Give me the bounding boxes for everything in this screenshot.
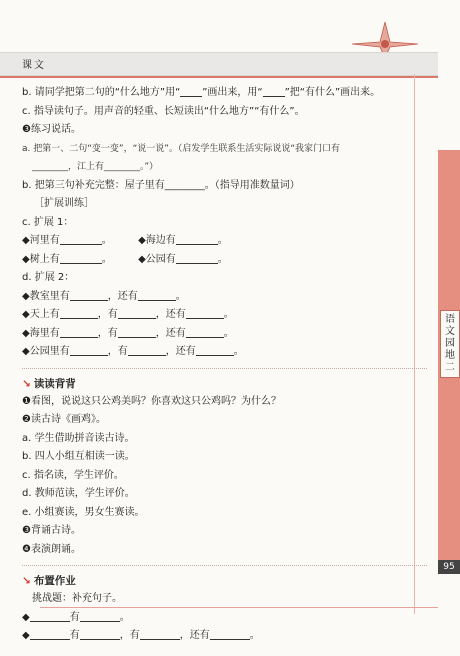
- fill-blank: [60, 306, 98, 319]
- arrow-marker-icon: ↘: [22, 575, 31, 587]
- instruction-line: a. 把第一、二句“变一变”，“说一说”。（启发学生联系生活实际说说“我家门口有: [22, 143, 341, 154]
- extension-2-title: d. 扩展 2：: [22, 272, 75, 283]
- text-fragment: ，有: [97, 327, 118, 339]
- homework-intro: 挑战题：补充句子。: [32, 593, 122, 604]
- extension-row: [22, 343, 427, 362]
- text-fragment: ◆海里有: [22, 327, 60, 339]
- fill-blank: [128, 343, 166, 356]
- text-fragment: ◆海边有: [138, 235, 176, 246]
- text-fragment: ，还有: [155, 309, 186, 320]
- homework-row: [22, 609, 427, 628]
- reading-step: d. 教师范读，学生评价。: [22, 488, 135, 499]
- lesson-content: [22, 84, 427, 646]
- extension-row: [22, 325, 427, 344]
- text-fragment: 。: [217, 235, 228, 246]
- fill-blank: [140, 627, 180, 640]
- instruction-line: c. 指导读句子。用声音的轻重、长短读出“什么地方”“有什么”。: [22, 105, 305, 117]
- text-fragment: ，还有: [155, 327, 186, 339]
- reading-step: ❸背诵古诗。: [22, 525, 81, 536]
- extension-row: [22, 306, 427, 325]
- arrow-marker-icon: ↘: [22, 377, 31, 390]
- fill-blank: [80, 609, 120, 622]
- text-fragment: ”把“有什么”画出来。: [284, 87, 381, 98]
- text-fragment: 。: [101, 253, 112, 265]
- text-fragment: ，还有: [107, 290, 138, 302]
- text-fragment: ，有: [107, 346, 128, 357]
- text-fragment: b. 请同学把第二句的“什么地方”用“: [22, 87, 181, 98]
- text-fragment: ◆公园里有: [22, 346, 70, 357]
- text-fragment: ◆教室里有: [22, 290, 70, 302]
- fill-blank: [70, 288, 108, 301]
- text-fragment: 有: [69, 630, 80, 641]
- text-fragment: ◆公园有: [138, 253, 176, 265]
- fill-blank: [60, 232, 102, 245]
- text-fragment: ，有: [119, 630, 140, 641]
- section-divider: [22, 368, 427, 369]
- text-fragment: ◆: [22, 630, 30, 641]
- header-tag: 课文: [22, 60, 46, 71]
- text-fragment: ◆: [22, 611, 30, 623]
- fill-blank: [118, 306, 156, 319]
- text-fragment: 。: [223, 309, 234, 320]
- reading-step: a. 学生借助拼音读古诗。: [22, 432, 135, 444]
- fill-blank: [196, 343, 234, 356]
- fill-blank: [263, 84, 285, 97]
- text-fragment: 。: [217, 253, 228, 265]
- reading-step: ❶看图，说说这只公鸡美吗？你喜欢这只公鸡吗？为什么？: [22, 395, 281, 407]
- section-title-text: 读读背背: [33, 377, 76, 390]
- text-fragment: ◆天上有: [22, 309, 60, 320]
- text-fragment: 。: [233, 346, 244, 357]
- text-fragment: 。: [175, 290, 186, 302]
- fill-blank: [210, 627, 250, 640]
- text-fragment: ，还有: [165, 346, 196, 357]
- reading-step: b. 四人小组互相读一读。: [22, 451, 135, 462]
- practice-title: ［扩展训练］: [34, 198, 94, 209]
- fill-blank: [30, 627, 70, 640]
- text-fragment: 。: [101, 235, 112, 246]
- reading-step: c. 指名读，学生评价。: [22, 469, 124, 481]
- page-number: 95: [438, 560, 460, 574]
- header-underline: [0, 76, 438, 78]
- fill-blank: [186, 306, 224, 319]
- text-fragment: 有: [69, 611, 80, 623]
- text-fragment: ◆河里有: [22, 235, 60, 246]
- instruction-line: ❸练习说话。: [22, 124, 81, 135]
- section-title-homework: [22, 572, 427, 590]
- text-fragment: 。: [249, 630, 260, 641]
- fill-blank: [80, 627, 120, 640]
- instruction-line: b. 把第三句补充完整：屋子里有________。（指导用准数量词）: [22, 179, 300, 191]
- extension-row: [22, 232, 427, 251]
- instruction-line: [22, 84, 427, 103]
- extension-1-title: c. 扩展 1：: [22, 216, 74, 228]
- extension-row: [22, 288, 427, 307]
- homework-row: [22, 627, 427, 646]
- text-fragment: 。: [223, 327, 234, 339]
- section-title-reading: [22, 375, 427, 393]
- text-fragment: ，还有: [179, 630, 210, 641]
- section-title-text: 布置作业: [33, 575, 76, 587]
- fill-blank: [180, 84, 202, 97]
- text-fragment: ◆树上有: [22, 253, 60, 265]
- text-fragment: 。: [119, 611, 130, 623]
- fill-blank: [60, 251, 102, 264]
- reading-step: e. 小组赛读，男女生赛读。: [22, 506, 145, 518]
- fill-blank: [118, 325, 156, 338]
- fill-blank: [70, 343, 108, 356]
- side-chapter-tab: [438, 150, 460, 570]
- reading-step: ❹表演朗诵。: [22, 543, 81, 555]
- extension-row: [22, 251, 427, 270]
- text-fragment: ”画出来，用“: [202, 87, 263, 98]
- header-bar: [0, 52, 438, 76]
- instruction-line: ________，江上有________。”）: [32, 162, 159, 172]
- fill-blank: [186, 325, 224, 338]
- section-divider: [22, 565, 427, 566]
- chapter-label: 语文园地二: [440, 310, 460, 378]
- fill-blank: [138, 288, 176, 301]
- fill-blank: [176, 251, 218, 264]
- fill-blank: [30, 609, 70, 622]
- fill-blank: [60, 325, 98, 338]
- fill-blank: [176, 232, 218, 245]
- text-fragment: ，有: [97, 309, 118, 320]
- footer-line: [40, 607, 438, 608]
- reading-step: ❷读古诗《画鸡》。: [22, 414, 106, 425]
